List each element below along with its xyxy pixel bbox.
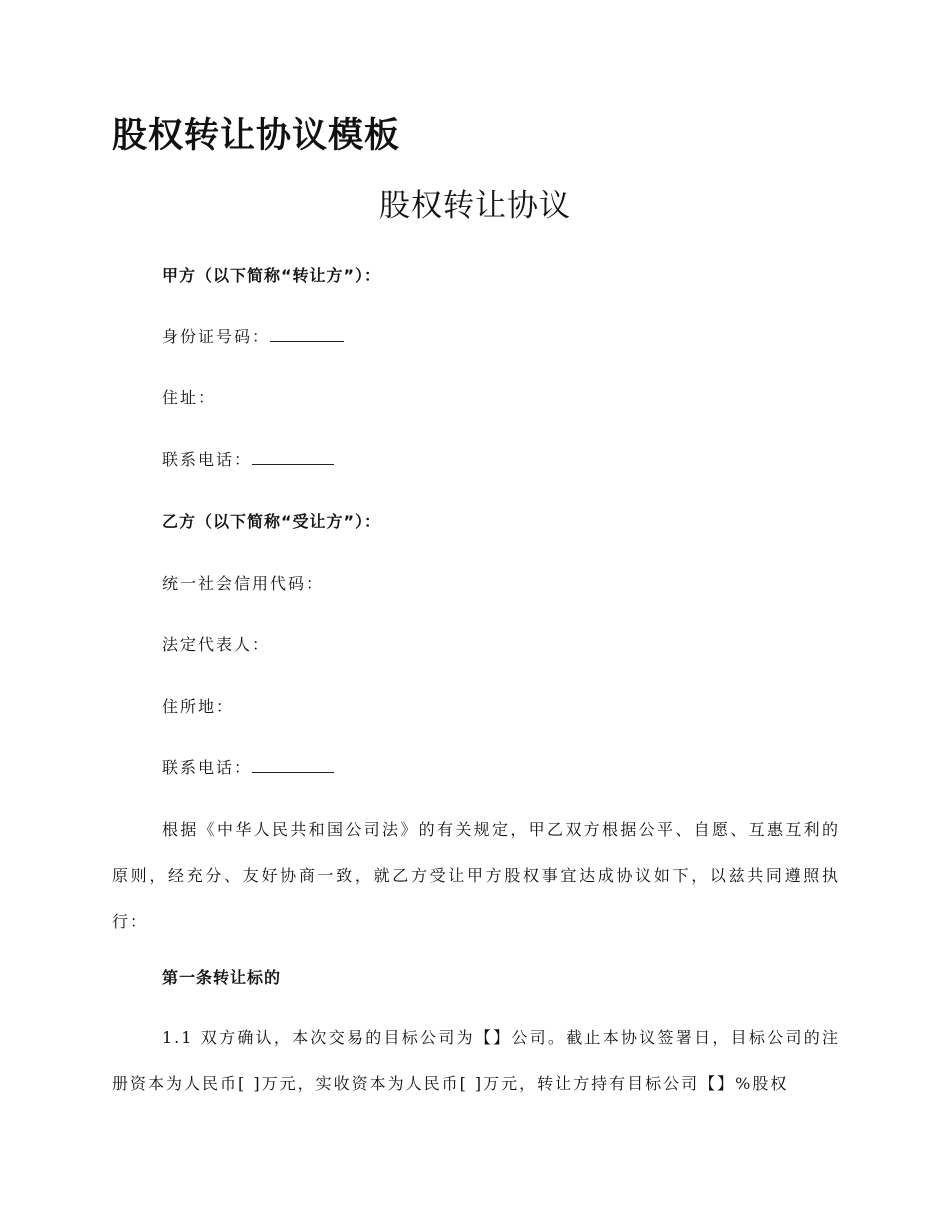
article-1-heading: 第一条转让标的 bbox=[162, 968, 282, 987]
preamble-paragraph: 根据《中华人民共和国公司法》的有关规定，甲乙双方根据公平、自愿、互惠互利的原则，经充分、友好协商一致，就乙方受让甲方股权事宜达成协议如下，以兹共同遵照执行： bbox=[112, 820, 840, 931]
party-a-phone-line bbox=[162, 448, 334, 472]
party-a-phone-blank bbox=[252, 448, 334, 465]
party-a-id-label: 身份证号码： bbox=[162, 327, 271, 346]
agreement-title: 股权转让协议 bbox=[379, 188, 571, 224]
party-b-credit-code-label: 统一社会信用代码： bbox=[162, 574, 325, 593]
party-a-header: 甲方（以下简称“转让方”）： bbox=[162, 266, 382, 285]
party-b-legal-rep-label: 法定代表人： bbox=[162, 635, 271, 654]
party-b-header: 乙方（以下简称“受让方”）： bbox=[162, 512, 382, 531]
party-b-phone-blank bbox=[252, 756, 334, 773]
document-heading: 股权转让协议模板 bbox=[112, 116, 401, 156]
party-a-address-label: 住址： bbox=[162, 388, 217, 407]
clause-1-1-paragraph: 1.1 双方确认，本次交易的目标公司为【】公司。截止本协议签署日，目标公司的注册资本为人民币[ ]万元，实收资本为人民币[ ]万元，转让方持有目标公司【】%股权 bbox=[112, 1028, 840, 1093]
party-a-phone-label: 联系电话： bbox=[162, 450, 253, 469]
party-a-id-line bbox=[162, 325, 344, 349]
party-b-domicile-label: 住所地： bbox=[162, 697, 235, 716]
party-b-phone-line bbox=[162, 756, 334, 780]
party-b-phone-label: 联系电话： bbox=[162, 758, 253, 777]
party-a-id-blank bbox=[270, 325, 344, 342]
